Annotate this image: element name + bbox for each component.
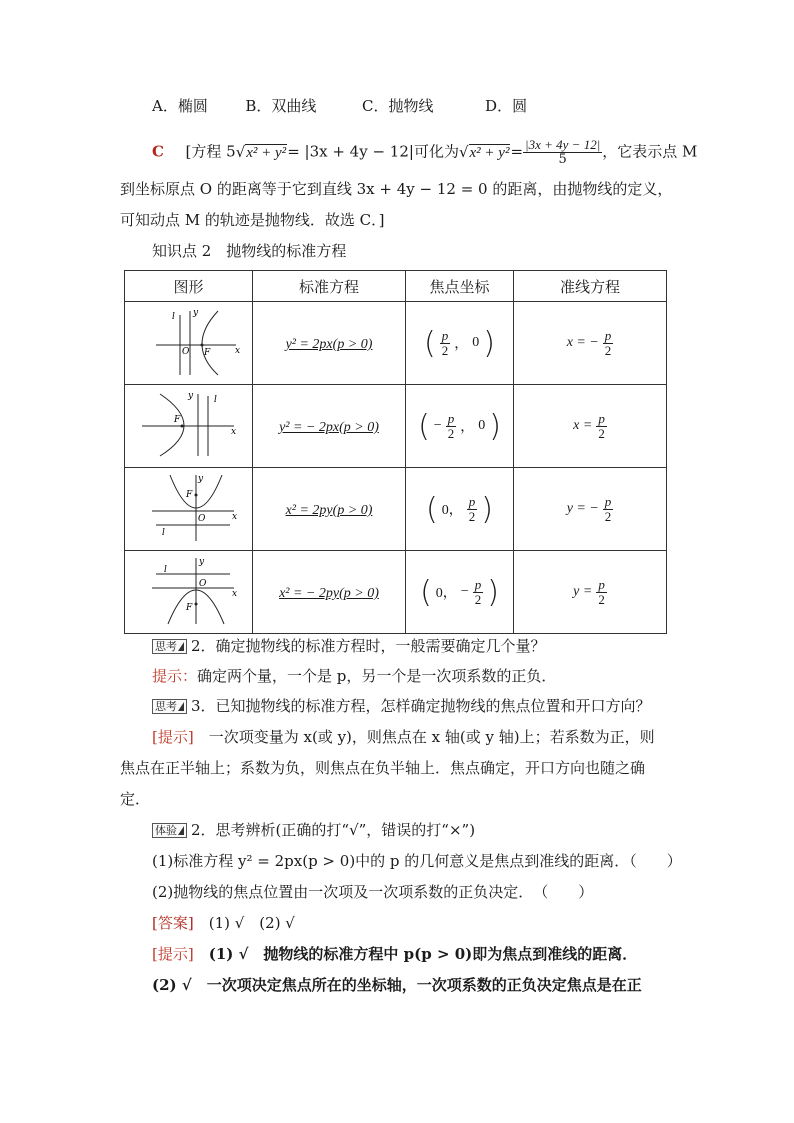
experience-title — [152, 820, 475, 840]
parabola-right-graph — [134, 305, 244, 377]
focus-cell: ( $\frac{p}{2}$ ， 0 ) — [406, 302, 514, 385]
answer-label: [答案] — [152, 914, 194, 932]
experience-hint-1 — [152, 944, 637, 964]
svg-text:F: F — [173, 415, 180, 425]
table-row — [125, 385, 667, 468]
experience-tag: 体验 — [152, 823, 187, 838]
parabola-up-graph — [134, 471, 244, 543]
svg-text:y: y — [192, 308, 198, 318]
section-title: 知识点 2 抛物线的标准方程 — [152, 242, 347, 260]
svg-text:l: l — [213, 395, 217, 405]
option-c: C．抛物线 — [362, 97, 434, 115]
think-tag: 思考 — [152, 639, 187, 654]
experience-answer — [152, 913, 295, 933]
graph-cell — [125, 468, 253, 551]
header-equation: 标准方程 — [253, 271, 406, 302]
table-row — [125, 468, 667, 551]
graph-cell — [125, 385, 253, 468]
svg-text:x: x — [230, 427, 236, 437]
answer-text: (1) √ (2) √ — [193, 914, 295, 932]
table-header-row — [125, 271, 667, 302]
experience-item-1: (1)标准方程 y² = 2px(p > 0)中的 p 的几何意义是焦点到准线的距离．（ ） — [152, 852, 682, 870]
answer-text: = |3x + 4y − 12|可化为 — [287, 142, 459, 161]
parabola-down-graph — [134, 554, 244, 626]
directrix-cell: x = − $\frac{p}{2}$ — [514, 302, 667, 385]
sqrt-expr: x² + y² — [469, 144, 510, 161]
parabola-standard-table — [124, 270, 667, 634]
think-tag: 思考 — [152, 699, 187, 714]
graph-cell — [125, 302, 253, 385]
svg-text:F: F — [185, 603, 192, 613]
svg-text:l: l — [171, 312, 175, 322]
think-3-hint-line-1 — [152, 727, 655, 747]
hint-text: 一次项变量为 x(或 y)，则焦点在 x 轴(或 y 轴)上；若系数为正，则 — [193, 728, 655, 746]
svg-text:O: O — [197, 514, 205, 524]
svg-text:x: x — [234, 346, 240, 356]
header-graph: 图形 — [125, 271, 253, 302]
equation-cell: y² = 2px(p > 0) — [253, 302, 406, 385]
svg-text:O: O — [181, 347, 189, 357]
table-row — [125, 551, 667, 634]
hint-label: 提示： — [152, 667, 198, 685]
answer-line-2: 到坐标原点 O 的距离等于它到直线 3x + 4y − 12 = 0 的距离，由抛物线的定义， — [120, 180, 673, 198]
svg-text:x: x — [231, 512, 237, 522]
svg-text:y: y — [197, 474, 203, 484]
header-focus: 焦点坐标 — [406, 271, 514, 302]
think-3-hint-line-3: 定． — [120, 790, 151, 808]
directrix-cell: y = − $\frac{p}{2}$ — [514, 468, 667, 551]
svg-text:x: x — [231, 589, 237, 599]
think-2-hint — [152, 666, 556, 686]
experience-item-2: (2)抛物线的焦点位置由一次项及一次项系数的正负决定． （ ） — [152, 883, 594, 901]
svg-text:O: O — [198, 579, 206, 589]
think-3-hint-line-2: 焦点在正半轴上；系数为负，则焦点在负半轴上．焦点确定，开口方向也随之确 — [120, 759, 646, 777]
answer-text: = — [510, 142, 524, 161]
equation-cell: y² = − 2px(p > 0) — [253, 385, 406, 468]
option-a: A．椭圆 — [152, 97, 208, 115]
table-row — [125, 302, 667, 385]
option-d: D．圆 — [485, 97, 528, 115]
fraction: $\frac{|3x + 4y - 12|}{5}$ — [525, 137, 601, 167]
hint-label: [提示] — [152, 945, 194, 963]
answer-letter: C — [152, 142, 164, 161]
experience-text: 2．思考辨析(正确的打“√”，错误的打“×”) — [191, 821, 476, 839]
answer-line-3: 可知动点 M 的轨迹是抛物线．故选 C．] — [120, 211, 385, 229]
focus-cell: ( 0， − $\frac{p}{2}$ ) — [406, 551, 514, 634]
equation-cell: x² = − 2py(p > 0) — [253, 551, 406, 634]
header-directrix: 准线方程 — [514, 271, 667, 302]
directrix-cell: x = $\frac{p}{2}$ — [514, 385, 667, 468]
svg-text:y: y — [198, 557, 204, 567]
hint-text: (1) √ 抛物线的标准方程中 p(p > 0)即为焦点到准线的距离． — [193, 945, 638, 963]
svg-text:y: y — [187, 391, 193, 401]
answer-text: [方程 5 — [185, 142, 236, 161]
svg-text:F: F — [185, 490, 192, 500]
choice-options — [152, 96, 527, 116]
question-text: 2．确定抛物线的标准方程时，一般需要确定几个量？ — [191, 637, 546, 655]
hint-label: [提示] — [152, 728, 194, 746]
parabola-left-graph — [134, 388, 244, 460]
think-3-question — [152, 696, 651, 716]
option-b: B．双曲线 — [245, 97, 317, 115]
focus-cell: ( 0， $\frac{p}{2}$ ) — [406, 468, 514, 551]
hint-text: 确定两个量，一个是 p，另一个是一次项系数的正负． — [197, 667, 557, 685]
question-text: 3．已知抛物线的标准方程，怎样确定抛物线的焦点位置和开口方向？ — [191, 697, 651, 715]
graph-cell — [125, 551, 253, 634]
focus-cell: ( − $\frac{p}{2}$ ， 0 ) — [406, 385, 514, 468]
think-2-question — [152, 636, 546, 656]
answer-line-1 — [152, 138, 697, 167]
equation-cell: x² = 2py(p > 0) — [253, 468, 406, 551]
svg-text:F: F — [203, 348, 210, 358]
directrix-cell: y = $\frac{p}{2}$ — [514, 551, 667, 634]
svg-text:l: l — [161, 528, 165, 538]
svg-text:l: l — [163, 565, 167, 575]
sqrt-expr: x² + y² — [246, 144, 287, 161]
answer-text: ，它表示点 M — [602, 142, 698, 161]
experience-hint-2: (2) √ 一次项决定焦点所在的坐标轴，一次项系数的正负决定焦点是在正 — [152, 976, 642, 994]
